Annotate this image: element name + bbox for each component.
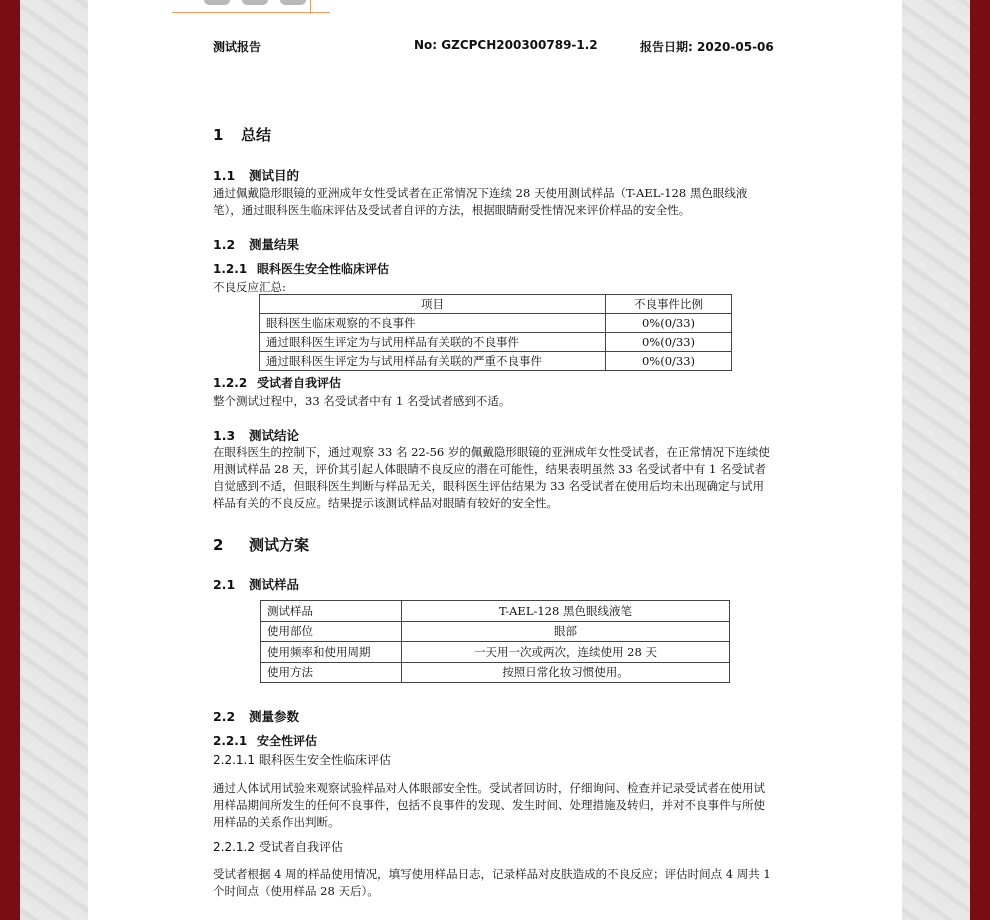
adverse-summary-caption: 不良反应汇总: — [213, 280, 286, 294]
section-2-heading — [213, 534, 309, 555]
table-cell: 0%(0/33) — [606, 352, 732, 371]
section-number: 1.2.2 — [213, 376, 248, 390]
conclusion-text: 在眼科医生的控制下，通过观察 33 名 22-56 岁的佩戴隐形眼镜的亚洲成年女性受试者，在正常情况下连续使用测试样品 28 天，评价其引起人体眼睛不良反应的潜在可能性，结果表明虽然 33 名受试者中有 1 名受试者自觉感到不适，但眼科医生判断与样品无关，眼科医生评估结果为 33 名受试者在使用后均未出现确定与试用样品有关的不良反应。结果提示该测试样品对眼睛有较好的安全性。 — [213, 445, 770, 510]
section-number: 2 — [213, 536, 224, 554]
table-header-cell: 不良事件比例 — [606, 295, 732, 314]
section-number: 2.2.1 — [213, 734, 248, 748]
section-number: 2.1 — [213, 577, 236, 592]
table-row — [261, 662, 730, 683]
table-cell: 按照日常化妆习惯使用。 — [402, 662, 730, 683]
table-cell: 测试样品 — [261, 601, 402, 622]
section-number: 2.2.1.2 — [213, 840, 255, 854]
section-title: 测试目的 — [249, 168, 300, 183]
table-row — [261, 601, 730, 622]
section-1-1-heading — [213, 166, 299, 184]
table-row — [260, 333, 732, 352]
table-cell: 通过眼科医生评定为与试用样品有关联的不良事件 — [260, 333, 606, 352]
section-number: 1.1 — [213, 168, 236, 183]
table-cell: 眼科医生临床观察的不良事件 — [260, 314, 606, 333]
logo-divider — [310, 0, 311, 14]
logo-mark-1 — [204, 0, 230, 5]
section-title: 受试者自我评估 — [259, 840, 344, 854]
section-number: 2.2 — [213, 709, 236, 724]
table-cell: 使用频率和使用周期 — [261, 642, 402, 663]
section-1-2-1-heading — [213, 260, 389, 277]
table-row — [260, 314, 732, 333]
table-cell: 一天用一次或两次，连续使用 28 天 — [402, 642, 730, 663]
section-number: 1.2 — [213, 237, 236, 252]
left-marble-border — [20, 0, 88, 920]
table-row — [261, 642, 730, 663]
section-title: 测量参数 — [249, 709, 300, 724]
section-2-2-1-1-heading — [213, 751, 391, 768]
section-number: 1.2.1 — [213, 262, 248, 276]
section-1-3-heading — [213, 426, 299, 444]
section-number: 1.3 — [213, 428, 236, 443]
report-date-value: 2020-05-06 — [697, 40, 774, 54]
section-title: 眼科医生安全性临床评估 — [257, 262, 390, 276]
report-date-label: 报告日期: — [640, 40, 693, 54]
section-title: 测量结果 — [249, 237, 300, 252]
section-1-heading — [213, 124, 271, 145]
section-title: 安全性评估 — [257, 734, 318, 748]
section-1-2-heading — [213, 235, 299, 253]
adverse-events-table — [259, 294, 732, 371]
table-header-row — [260, 295, 732, 314]
table-row — [260, 352, 732, 371]
test-sample-table — [260, 600, 730, 683]
logo-mark-3 — [280, 0, 306, 5]
table-cell: 使用方法 — [261, 662, 402, 683]
section-2-1-heading — [213, 575, 299, 593]
table-cell: 使用部位 — [261, 621, 402, 642]
logo-underline — [172, 12, 330, 13]
report-date — [640, 38, 774, 55]
report-number: No: GZCPCH200300789-1.2 — [414, 38, 598, 52]
section-2-2-1-2-heading — [213, 838, 343, 855]
section-title: 眼科医生安全性临床评估 — [259, 753, 392, 767]
section-1-2-2-heading — [213, 374, 341, 391]
table-row — [261, 621, 730, 642]
section-title: 测试方案 — [249, 536, 310, 554]
logo-mark-2 — [242, 0, 268, 5]
right-marble-border — [902, 0, 970, 920]
table-cell: 0%(0/33) — [606, 314, 732, 333]
table-cell: 通过眼科医生评定为与试用样品有关联的严重不良事件 — [260, 352, 606, 371]
table-header-cell: 项目 — [260, 295, 606, 314]
section-2-2-1-heading — [213, 732, 317, 749]
section-title: 测试结论 — [249, 428, 300, 443]
section-number: 2.2.1.1 — [213, 753, 255, 767]
self-evaluation-text: 受试者根据 4 周的样品使用情况，填写使用样品日志，记录样品对皮肤造成的不良反应；评估时间点 4 周共 1 个时间点（使用样品 28 天后）。 — [213, 867, 771, 898]
section-title: 测试样品 — [249, 577, 300, 592]
table-cell: 0%(0/33) — [606, 333, 732, 352]
self-assessment-text: 整个测试过程中，33 名受试者中有 1 名受试者感到不适。 — [213, 394, 511, 408]
section-2-2-heading — [213, 707, 299, 725]
section-number: 1 — [213, 126, 224, 144]
clinical-evaluation-text: 通过人体试用试验来观察试验样品对人体眼部安全性。受试者回访时，仔细询问、检查并记录受试者在使用试用样品期间所发生的任何不良事件，包括不良事件的发现、发生时间、处理措施及转归，并对不良事件与所使用样品的关系作出判断。 — [213, 781, 765, 829]
table-cell: 眼部 — [402, 621, 730, 642]
table-cell: T-AEL-128 黑色眼线液笔 — [402, 601, 730, 622]
doc-type: 测试报告 — [213, 40, 262, 54]
section-title: 总结 — [241, 126, 272, 144]
section-title: 受试者自我评估 — [257, 376, 342, 390]
test-purpose-text: 通过佩戴隐形眼镜的亚洲成年女性受试者在正常情况下连续 28 天使用测试样品（T-AEL-128 黑色眼线液笔），通过眼科医生临床评估及受试者自评的方法，根据眼睛耐受性情况来评价样品的安全性。 — [213, 186, 748, 217]
